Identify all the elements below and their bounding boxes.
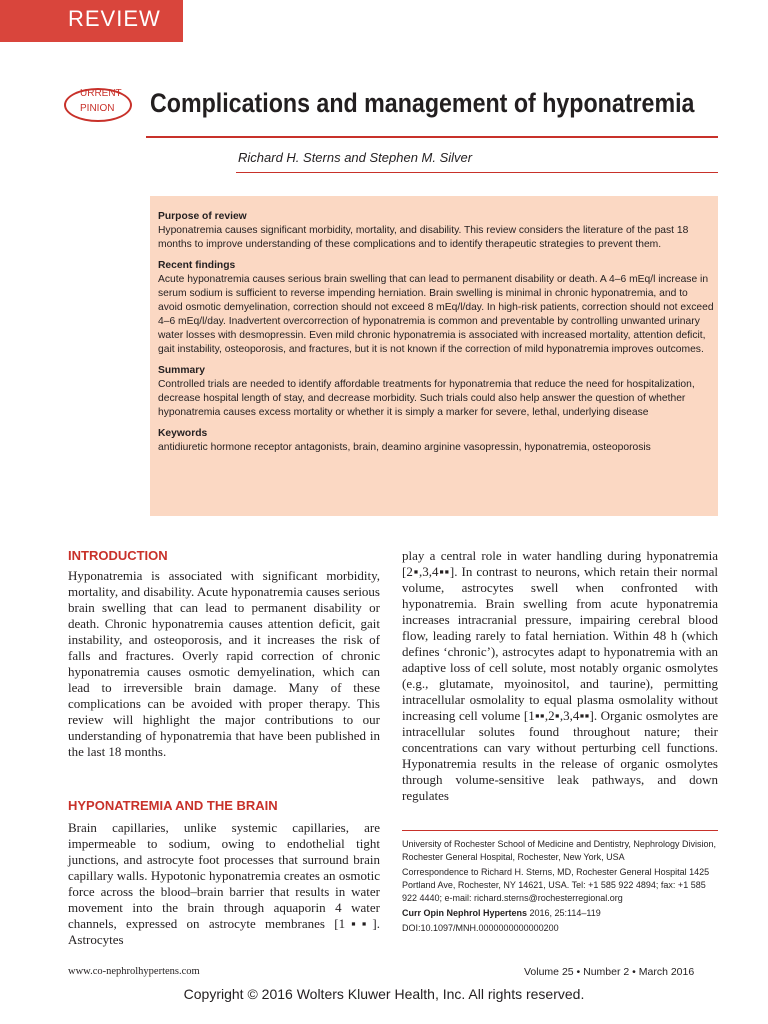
abstract-findings-text: Acute hyponatremia causes serious brain swelling that can lead to permanent disability or death. A 4–6 mEq/l increase in serum sodium is sufficient to reverse impending herniation. Brain swelling is minimal in chronic hyponatremia, and to avoid osmotic demyelination, correction should not exceed 8 mEq/l/day. In high-risk patients, correction should not exceed 4–6 mEq/l/day. Inadvertent overcorrection of hyponatremia is common and preventable by controlling unwanted urinary water losses with desmopressin. Even mild chronic hyponatremia is associated with increased mortality, attention deficit, gait instability, osteoporosis, and fractures, but it is not known if the correction of mild hyponatremia improves outcomes. (158, 274, 714, 355)
correspondence: Correspondence to Richard H. Sterns, MD, Rochester General Hospital 1425 Portland Ave, Rochester, NY 14621, USA. Tel: +1 585 922 4894; fax: +1 585 922 4440; e-mail: richard.sterns@rochesterregional.org (402, 867, 710, 903)
logo-text-bottom: PINION (80, 103, 115, 114)
article-title: Complications and management of hyponatremia (150, 88, 695, 118)
logo-text-top: URRENT (80, 88, 122, 99)
abstract-purpose-heading: Purpose of review (158, 211, 247, 222)
citation-line (402, 907, 718, 920)
authors-rule (236, 172, 718, 173)
footnote (402, 838, 718, 937)
doi: DOI:10.1097/MNH.0000000000000200 (402, 923, 559, 933)
copyright-notice: Copyright © 2016 Wolters Kluwer Health, Inc. All rights reserved. (183, 986, 585, 1002)
issue-info: Volume 25 • Number 2 • March 2016 (524, 966, 695, 978)
brain-section-heading: HYPONATREMIA AND THE BRAIN (68, 798, 278, 813)
affiliation: University of Rochester School of Medicine and Dentistry, Nephrology Division, Rochester General Hospital, Rochester, New York, USA (402, 839, 716, 862)
introduction-heading: INTRODUCTION (68, 548, 168, 563)
authors: Richard H. Sterns and Stephen M. Silver (238, 150, 473, 165)
abstract-summary-text: Controlled trials are needed to identify affordable treatments for hyponatremia that reduce the need for hospitalization, decrease hospital length of stay, and decrease morbidity. Such trials could also help answer the question of whether hyponatremia causes excess mortality or whether it is simply a marker for severe, lethal, underlying disease (158, 379, 695, 418)
section-tab (0, 0, 183, 42)
citation-details: 2016, 25:114–119 (527, 908, 601, 918)
abstract-box (150, 196, 718, 516)
journal-url[interactable]: www.co-nephrolhypertens.com (68, 966, 200, 977)
section-tab-label: REVIEW (68, 6, 161, 31)
journal-name: Curr Opin Nephrol Hypertens (402, 908, 528, 918)
introduction-text: Hyponatremia is associated with significant morbidity, mortality, and disability. Acute hyponatremia causes serious brain swelling that can lead to permanent disability or death. Chronic hyponatremia causes attention deficit, gait instability, and osteoporosis, and it increases the risk of falls and fractures. Overly rapid correction of chronic hyponatremia causes osmotic demyelination, which can lead to irreversible brain damage. Many of these complications can be avoided with proper therapy. This review will highlight the major contributions to our understanding of hyponatremia that have been published in the last 18 months. (68, 568, 380, 759)
abstract-purpose-text: Hyponatremia causes significant morbidity, mortality, and disability. This review considers the literature of the past 18 months to improve understanding of these complications and to identify therapeutic strategies to prevent them. (158, 225, 689, 250)
footnote-rule (402, 830, 718, 831)
abstract-summary-heading: Summary (158, 365, 205, 376)
abstract-keywords-heading: Keywords (158, 428, 208, 439)
right-column-text: play a central role in water handling during hyponatremia [2▪,3,4▪▪]. In contrast to neurons, which retain their normal volume, astrocytes swell when confronted with hyponatremia. Brain swelling from acute hyponatremia increases intracranial pressure, impairing cerebral blood flow, leading rarely to fatal herniation. Within 48 h (which defines ‘chronic’), astrocytes adapt to hyponatremia with an adaptive loss of cell solute, most notably organic osmolytes (e.g., glutamate, myoinositol, and taurine), permitting intracellular osmolality to equal plasma osmolality without increasing cell volume [1▪▪,2▪,3,4▪▪]. Organic osmolytes are intracellular solutes found throughout nature; their concentrations can vary without perturbing cell functions. Hyponatremia results in the release of organic osmolytes through volume-sensitive leak pathways, and down regulates (402, 548, 718, 803)
title-rule (146, 136, 718, 138)
brain-section-text: Brain capillaries, unlike systemic capillaries, are impermeable to sodium, owing to endothelial tight junctions, and astrocyte foot processes that surround brain capillary walls. Hypotonic hyponatremia creates an osmotic force across the blood–brain barrier that results in water movement into the brain through aquaporin 4 water channels, expressed on astrocyte membranes [1▪▪]. Astrocytes (68, 820, 380, 947)
abstract-findings-heading: Recent findings (158, 260, 236, 271)
abstract-keywords-text: antidiuretic hormone receptor antagonists, brain, deamino arginine vasopressin, hyponatremia, osteoporosis (158, 442, 651, 453)
